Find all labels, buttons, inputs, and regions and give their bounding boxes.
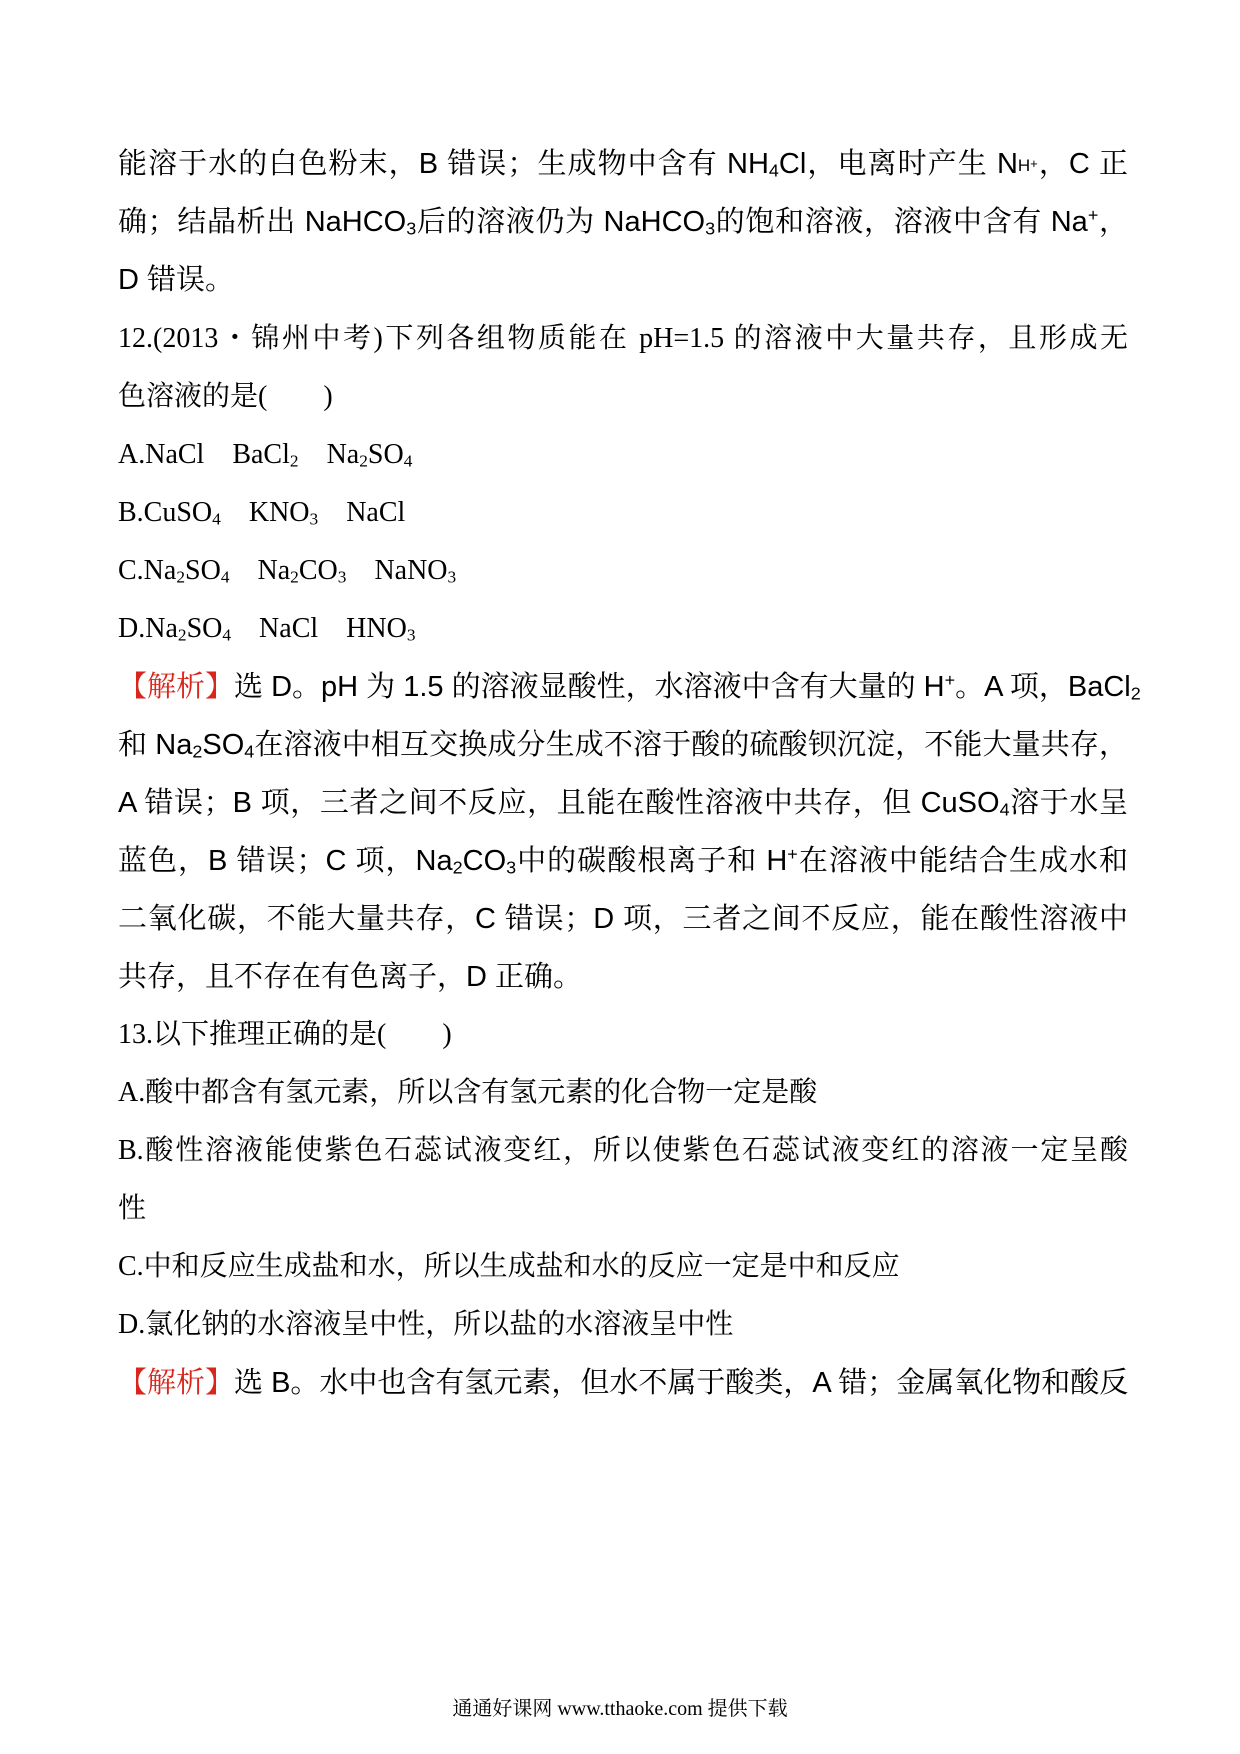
page-footer: 通通好课网 www.tthaoke.com 提供下载 xyxy=(452,1698,788,1720)
q12-analysis-line-3: A 错误；B 项，三者之间不反应，且能在酸性溶液中共存，但 CuSO$_4$溶于水呈 xyxy=(118,787,1128,820)
prev-answer-line-3: D 错误。 xyxy=(118,264,235,296)
q13-option-b-line-1: B.酸性溶液能使紫色石蕊试液变红，所以使紫色石蕊试液变红的溶液一定呈酸 xyxy=(118,1135,1128,1166)
prev-answer-line-1: 能溶于水的白色粉末，B 错误；生成物中含有 $NH_4Cl$，电离时产生 NH+，C 正 xyxy=(118,148,1128,181)
q13-option-a: A.酸中都含有氢元素，所以含有氢元素的化合物一定是酸 xyxy=(118,1077,818,1108)
analysis-tag: 【解析】 xyxy=(118,1367,235,1399)
q12-analysis-line-2: 和 $Na_2SO_4$在溶液中相互交换成分生成不溶于酸的硫酸钡沉淀，不能大量共存， xyxy=(118,729,1128,762)
analysis-tag: 【解析】 xyxy=(118,671,235,703)
q12-stem-line-1: 12.(2013・锦州中考)下列各组物质能在 pH=1.5 的溶液中大量共存，且形成无 xyxy=(118,323,1128,354)
prev-answer-line-2: 确；结晶析出 NaHCO$_3$后的溶液仍为 NaHCO$_3$的饱和溶液，溶液中含有 Na+， xyxy=(118,205,1128,239)
q13-option-b-line-2: 性 xyxy=(118,1193,147,1224)
q12-stem-line-2: 色溶液的是( ) xyxy=(118,381,333,412)
q12-analysis-line-1: 【解析】选 D。pH 为 1.5 的溶液显酸性，水溶液中含有大量的 H+。A 项，BaCl$_2$ xyxy=(118,670,1141,704)
q13-option-d: D.氯化钠的水溶液呈中性，所以盐的水溶液呈中性 xyxy=(118,1309,734,1340)
q13-analysis-line-1: 【解析】选 B。水中也含有氢元素，但水不属于酸类，A 错；金属氧化物和酸反 xyxy=(118,1367,1129,1399)
q12-analysis-line-4: 蓝色，B 错误；C 项，$Na_2CO_3$中的碳酸根离子和 H+在溶液中能结合生成水和 xyxy=(118,844,1128,878)
q12-option-c: $C.Na_2SO_4$ $Na_2CO_3$ NaNO$_3$ xyxy=(118,555,457,587)
q13-stem: 13.以下推理正确的是( ) xyxy=(118,1019,452,1050)
q13-option-c: C.中和反应生成盐和水，所以生成盐和水的反应一定是中和反应 xyxy=(118,1251,900,1282)
q12-option-d: $D.Na_2SO_4$ NaCl $HNO_3$ xyxy=(118,613,416,645)
q12-option-b: B.CuSO$_4$ $KNO_3$ NaCl xyxy=(118,497,406,529)
q12-analysis-line-5: 二氧化碳，不能大量共存，C 错误；D 项，三者之间不反应，能在酸性溶液中 xyxy=(118,903,1128,935)
q12-analysis-line-6: 共存，且不存在有色离子，D 正确。 xyxy=(118,961,583,993)
q12-option-a: A.NaCl BaCl$_2$ $Na_2SO_4$ xyxy=(118,439,413,471)
